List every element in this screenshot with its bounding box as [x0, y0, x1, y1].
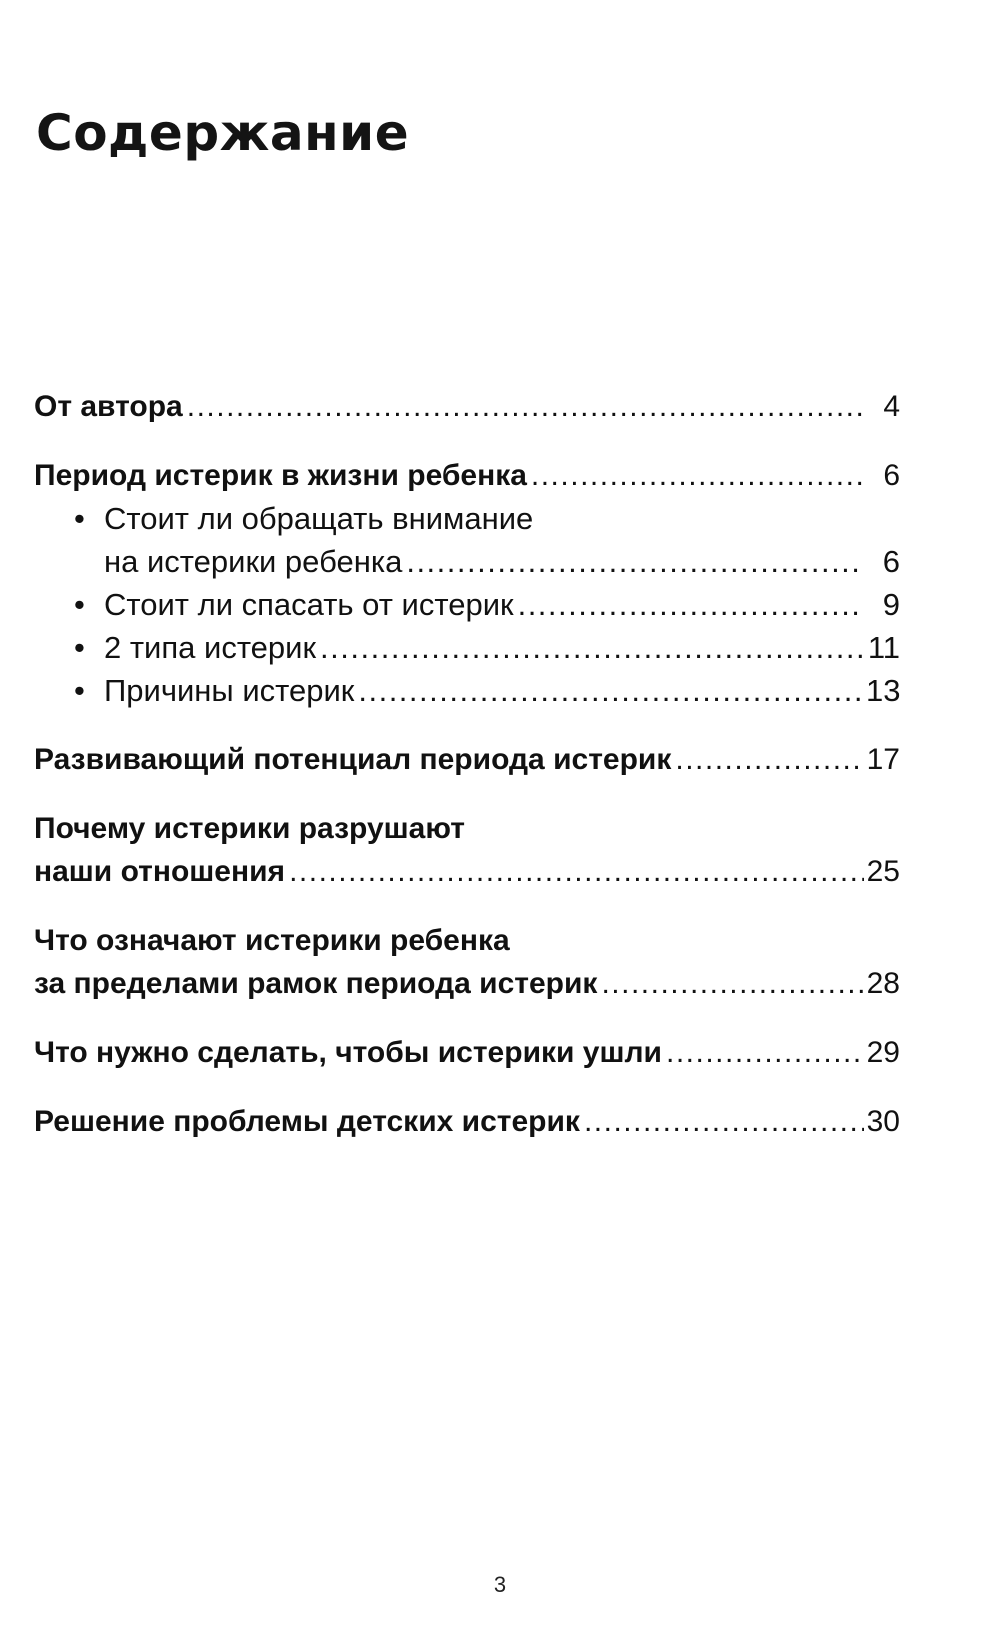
toc-subentry[interactable] [34, 626, 900, 669]
page-number: 3 [493, 1572, 507, 1597]
dot-leader [320, 626, 864, 669]
toc-entry[interactable] [34, 1031, 900, 1074]
dot-leader [289, 850, 864, 893]
dot-leader [666, 1031, 864, 1074]
dot-leader [358, 669, 864, 712]
toc-subentry[interactable] [34, 583, 900, 626]
toc-entry-title: Что означают истерики ребенка [34, 924, 510, 957]
toc-entry-page: 9 [882, 587, 900, 622]
toc-subentry[interactable] [34, 669, 900, 712]
toc-entry[interactable] [34, 454, 900, 497]
toc-entry[interactable] [34, 385, 900, 428]
toc-entry-page: 28 [866, 967, 900, 1000]
toc-entry-page: 29 [866, 1036, 900, 1069]
toc-entry-title-continued: наши отношения [34, 855, 286, 888]
toc-entry-page: 11 [867, 630, 900, 665]
dot-leader [531, 454, 864, 497]
toc-entry[interactable] [34, 1100, 900, 1143]
toc-entry-title: Почему истерики разрушают [34, 812, 465, 845]
dot-leader [675, 738, 864, 781]
bullet-icon: • [74, 673, 85, 708]
toc-entry-title: Период истерик в жизни ребенка [34, 459, 527, 492]
dot-leader [601, 962, 864, 1005]
toc-subentry[interactable] [34, 497, 900, 583]
dot-leader [406, 540, 864, 583]
toc-entry[interactable] [34, 738, 900, 781]
toc-entry-title: Стоит ли спасать от истерик [104, 587, 514, 622]
toc-entry-page: 17 [866, 743, 900, 776]
table-of-contents [34, 385, 900, 1143]
dot-leader [584, 1100, 864, 1143]
dot-leader [518, 583, 864, 626]
toc-entry-title: Что нужно сделать, чтобы истерики ушли [34, 1036, 662, 1069]
toc-entry-title: От автора [34, 390, 183, 423]
toc-entry-title: Развивающий потенциал периода истерик [34, 743, 672, 776]
toc-entry-page: 6 [883, 459, 900, 492]
toc-entry-page: 6 [882, 544, 900, 579]
toc-entry-title-continued: на истерики ребенка [104, 544, 403, 579]
toc-entry-title-continued: за пределами рамок периода истерик [34, 967, 598, 1000]
toc-entry[interactable] [34, 807, 900, 893]
bullet-icon: • [74, 587, 85, 622]
toc-entry-page: 30 [866, 1105, 900, 1138]
toc-entry-title: Решение проблемы детских истерик [34, 1105, 580, 1138]
toc-entry-title: Причины истерик [104, 673, 355, 708]
bullet-icon: • [74, 501, 85, 536]
toc-entry-title: 2 типа истерик [104, 630, 317, 665]
bullet-icon: • [74, 630, 85, 665]
toc-entry[interactable] [34, 919, 900, 1005]
toc-entry-title: Стоит ли обращать внимание [104, 501, 534, 536]
toc-entry-page: 4 [883, 390, 900, 423]
dot-leader [187, 385, 864, 428]
page-title: Содержание [36, 104, 410, 162]
toc-entry-page: 13 [866, 673, 901, 708]
toc-entry-page: 25 [866, 855, 900, 888]
